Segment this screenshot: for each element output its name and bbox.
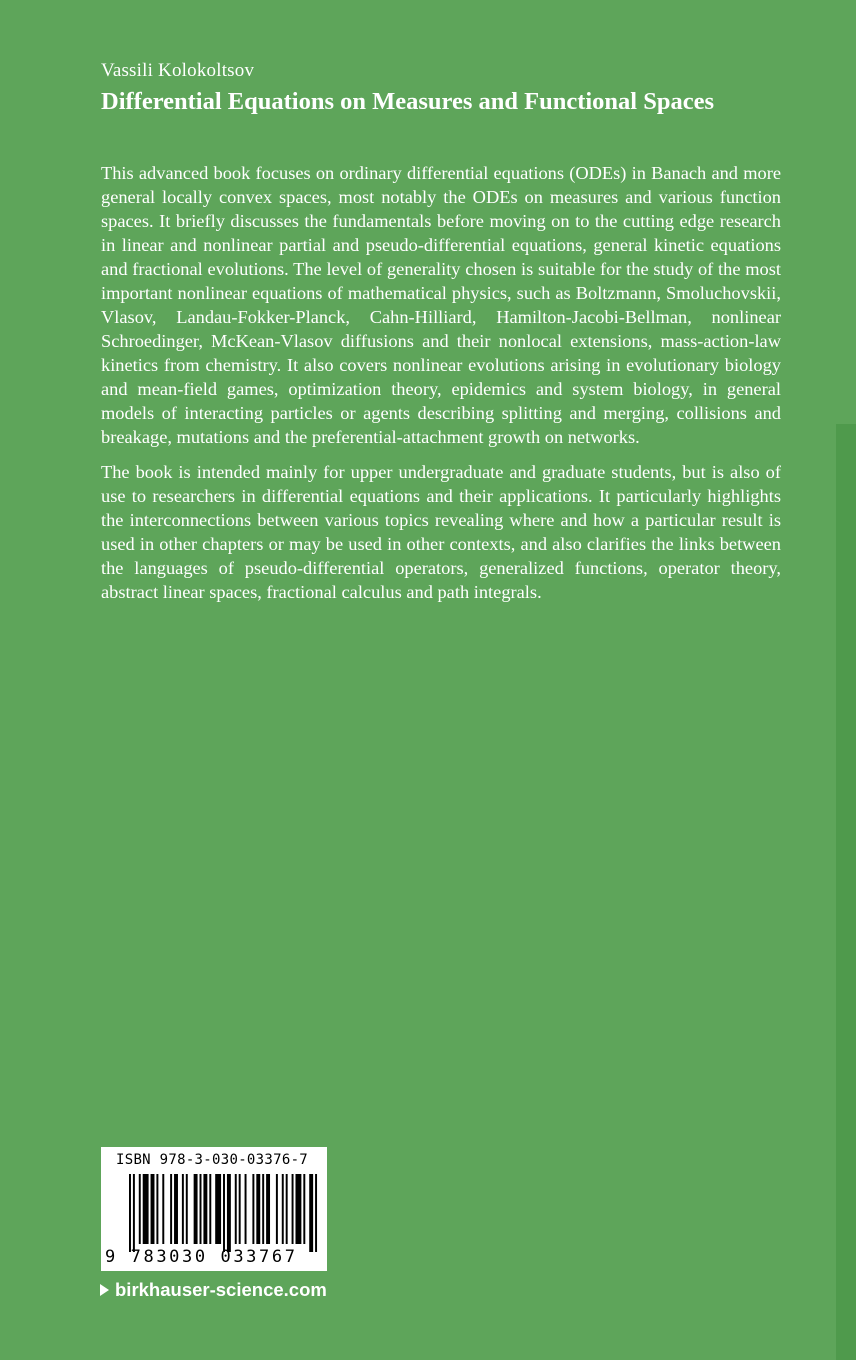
- barcode-bar: [162, 1174, 164, 1244]
- barcode-bar: [292, 1174, 294, 1244]
- barcode-bar: [209, 1174, 211, 1244]
- barcode-bar: [156, 1174, 158, 1244]
- barcode-bar: [129, 1174, 131, 1252]
- publisher-link[interactable]: [100, 1279, 327, 1301]
- barcode-bar: [139, 1174, 141, 1244]
- barcode-bar: [252, 1174, 254, 1244]
- barcode-bar: [194, 1174, 198, 1244]
- triangle-right-icon: [100, 1284, 109, 1296]
- barcode-bar: [151, 1174, 155, 1244]
- ean-digits: 9 783030 033767: [105, 1247, 298, 1267]
- barcode-bar: [295, 1174, 301, 1244]
- barcode-bar: [133, 1174, 135, 1252]
- barcode-bar: [262, 1174, 264, 1244]
- blurb-paragraph-2: The book is intended mainly for upper undergraduate and graduate students, but is also of use to researchers in differential equations and their applications. It particularly highlights the interconnections between various topics revealing where and how a particular result is used in other chapters or may be used in other contexts, and also clarifies the links between the languages of pseudo-differential operators, generalized functions, operator theory, abstract linear spaces, fractional calculus and path integrals.: [101, 462, 781, 602]
- barcode-bar: [186, 1174, 188, 1244]
- book-title: Differential Equations on Measures and Functional Spaces: [101, 88, 715, 115]
- barcode-bar: [239, 1174, 241, 1244]
- barcode-bar: [286, 1174, 288, 1244]
- barcode-bar: [303, 1174, 305, 1244]
- barcode-bar: [245, 1174, 247, 1244]
- barcode-bar: [315, 1174, 317, 1252]
- barcode-bar: [203, 1174, 207, 1244]
- barcode-bar: [200, 1174, 202, 1244]
- isbn-label: ISBN 978-3-030-03376-7: [116, 1152, 309, 1168]
- barcode-bar: [143, 1174, 149, 1244]
- barcode-bar: [215, 1174, 221, 1244]
- blurb-text: [101, 161, 781, 615]
- barcode-bar: [235, 1174, 237, 1244]
- barcode-bar: [256, 1174, 260, 1244]
- barcode-bar: [170, 1174, 172, 1244]
- barcode-bar: [223, 1174, 225, 1252]
- blurb-paragraph-1: This advanced book focuses on ordinary differential equations (ODEs) in Banach and more general locally convex spaces, most notably the ODEs on measures and various function spaces. It briefly discusses the fundamentals before moving on to the cutting edge research in linear and nonlinear partial and pseudo-differential equations, general kinetic equations and fractional evolutions. The level of generality chosen is suitable for the study of the most important nonlinear equations of mathematical physics, such as Boltzmann, Smoluchovskii, Vlasov, Landau-Fokker-Planck, Cahn-Hilliard, Hamilton-Jacobi-Bellman, nonlinear Schroedinger, McKean-Vlasov diffusions and their nonlocal extensions, mass-action-law kinetics from chemistry. It also covers nonlinear evolutions arising in evolutionary biology and mean-field games, optimization theory, epidemics and system biology, in general models of interacting particles or agents describing splitting and merging, collisions and breakage, mutations and the preferential-attachment growth on networks.: [101, 163, 781, 447]
- barcode-bar: [309, 1174, 313, 1252]
- isbn-barcode: [101, 1147, 327, 1271]
- barcode-bar: [182, 1174, 184, 1244]
- barcode-bar: [276, 1174, 278, 1244]
- barcode-bar: [266, 1174, 270, 1244]
- barcode-bar: [174, 1174, 178, 1244]
- barcode-bar: [282, 1174, 284, 1244]
- publisher-url[interactable]: birkhauser-science.com: [115, 1279, 327, 1300]
- spine-edge: [836, 424, 856, 1360]
- barcode-bar: [227, 1174, 231, 1252]
- barcode-bars: [129, 1174, 319, 1252]
- spine-edge-top: [836, 0, 856, 424]
- author-name: Vassili Kolokoltsov: [101, 60, 255, 81]
